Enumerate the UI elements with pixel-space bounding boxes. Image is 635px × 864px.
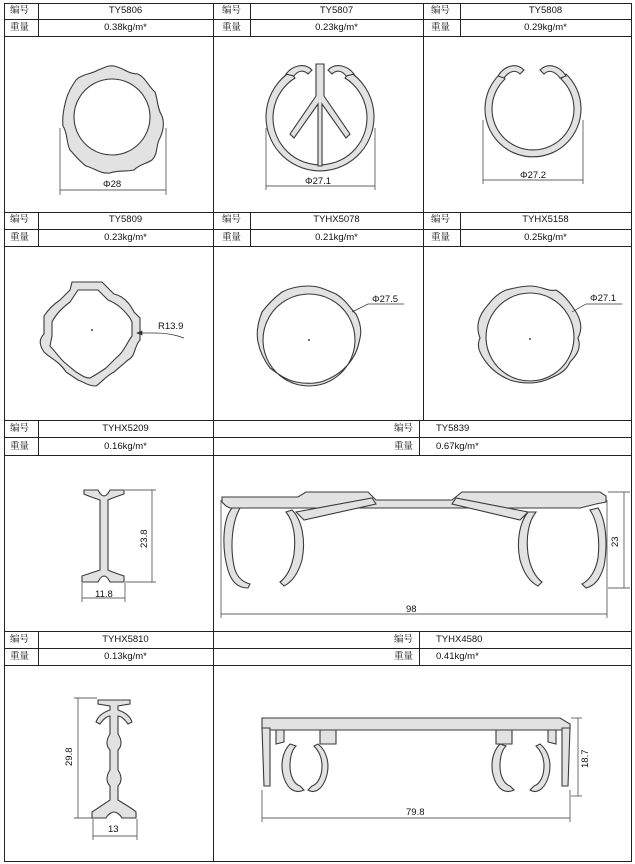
weight-label: 重量: [10, 22, 30, 33]
dimension-label: 18.7: [580, 749, 591, 768]
code-label: 编号: [10, 5, 30, 16]
weight-label: 重量: [431, 232, 451, 243]
product-weight: 0.29kg/m*: [524, 22, 567, 33]
product-weight: 0.13kg/m*: [104, 651, 147, 662]
profile-tyhx4580: [262, 718, 591, 822]
dimension-label: 23.8: [139, 529, 150, 548]
profile-ty5807: [266, 64, 375, 190]
product-code: TY5806: [108, 5, 143, 16]
dimension-label: 79.8: [406, 807, 425, 818]
profile-ty5809: [40, 282, 184, 386]
product-code: TY5839: [436, 423, 470, 434]
dimension-label: R13.9: [158, 321, 184, 332]
dimension-label: 23: [610, 536, 621, 547]
product-code: TY5807: [319, 5, 354, 16]
dimension-label: 13: [108, 824, 119, 835]
product-code: TYHX5158: [522, 214, 569, 225]
dimension-label: Φ27.1: [590, 293, 617, 304]
weight-label: 重量: [394, 441, 414, 452]
product-weight: 0.23kg/m*: [104, 232, 147, 243]
profile-ty5808: [483, 66, 583, 184]
profile-tyhx5209: [82, 490, 156, 602]
code-label: 编号: [394, 423, 414, 434]
code-label: 编号: [431, 214, 451, 225]
dimension-label: Φ27.2: [520, 170, 547, 181]
weight-label: 重量: [394, 651, 414, 662]
product-weight: 0.21kg/m*: [315, 232, 358, 243]
dimension-label: Φ28: [103, 179, 122, 190]
code-label: 编号: [10, 214, 30, 225]
product-weight: 0.23kg/m*: [315, 22, 358, 33]
weight-label: 重量: [10, 651, 30, 662]
weight-label: 重量: [10, 441, 30, 452]
profile-ty5839: [221, 492, 630, 618]
product-weight: 0.25kg/m*: [524, 232, 567, 243]
weight-label: 重量: [222, 232, 242, 243]
code-label: 编号: [10, 423, 30, 434]
profile-ty5806: [60, 66, 166, 195]
weight-label: 重量: [222, 22, 242, 33]
product-weight: 0.38kg/m*: [104, 22, 147, 33]
profile-tyhx5158: [478, 286, 622, 383]
dimension-label: 29.8: [64, 747, 75, 766]
code-label: 编号: [222, 214, 242, 225]
profile-tyhx5078: [257, 286, 404, 386]
dimension-label: 98: [406, 604, 417, 615]
weight-label: 重量: [431, 22, 451, 33]
product-weight: 0.16kg/m*: [104, 441, 147, 452]
code-label: 编号: [10, 634, 30, 645]
product-weight: 0.41kg/m*: [436, 651, 479, 662]
product-code: TY5808: [528, 5, 563, 16]
product-code: TY5809: [108, 214, 143, 225]
product-weight: 0.67kg/m*: [436, 441, 479, 452]
code-label: 编号: [394, 634, 414, 645]
code-label: 编号: [222, 5, 242, 16]
profile-tyhx5810: [64, 698, 137, 840]
dimension-label: Φ27.5: [372, 294, 399, 305]
dimension-label: Φ27.1: [305, 176, 332, 187]
product-code: TYHX5078: [313, 214, 360, 225]
code-label: 编号: [431, 5, 451, 16]
dimension-label: 11.8: [95, 589, 113, 600]
product-code: TYHX4580: [436, 634, 483, 645]
weight-label: 重量: [10, 232, 30, 243]
product-code: TYHX5209: [102, 423, 149, 434]
product-code: TYHX5810: [102, 634, 149, 645]
